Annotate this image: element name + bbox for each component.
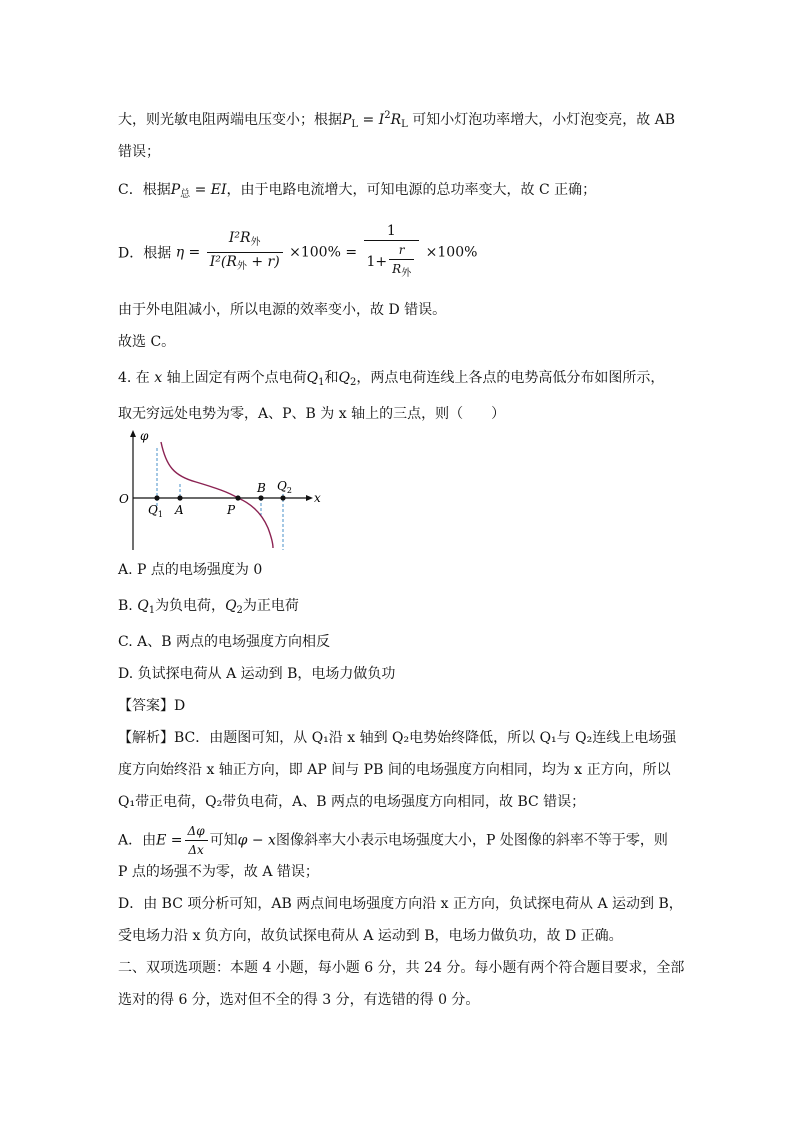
q2-label: $Q_2$ (277, 479, 292, 495)
b-point (258, 495, 263, 500)
x-label: x (314, 491, 321, 505)
fraction-2: 1 1+ $\frac{r}{R_外}$ (364, 222, 420, 283)
potential-graph (116, 428, 326, 554)
explanation-line-4: A．由E = $\frac{\Delta\varphi}{\Delta x}$ 可知φ − x图像斜率大小表示电场强度大小，P 处图像的斜率不等于零，则 (118, 824, 668, 857)
explanation-line-5: P 点的场强不为零，故 A 错误； (118, 864, 319, 880)
b-label: B (257, 481, 266, 495)
phi-axis-arrow (130, 430, 136, 437)
origin-label: O (119, 492, 129, 506)
q1-point (154, 495, 159, 500)
section-2-line-2: 选对的得 6 分，选对但不全的得 3 分，有选错的得 0 分。 (118, 992, 480, 1008)
section-2-line-1: 二、双项选项题：本题 4 小题，每小题 6 分，共 24 分。每小题有两个符合题目要求，全部 (118, 960, 685, 976)
text-line-5: 由于外电阻减小，所以电源的效率变小，故 D 错误。 (118, 302, 447, 318)
potential-curve (161, 442, 273, 548)
text-line-2: 错误； (118, 144, 160, 160)
question-4-line-2: 取无穷远处电势为零，A、P、B 为 x 轴上的三点，则（ ） (118, 406, 506, 422)
fraction-1: $\frac{I^2R_外}{I^2(R_外 + r)}$ (207, 229, 283, 276)
math-p: P (342, 112, 352, 128)
option-c: C. A、B 两点的电场强度方向相反 (118, 634, 330, 650)
q1-label: $Q_1$ (148, 503, 163, 519)
option-a: A. P 点的电场强度为 0 (118, 562, 263, 578)
explanation-line-6: D．由 BC 项分析可知，AB 两点间电场强度方向沿 x 正方向，负试探电荷从 A 运动到 B， (118, 896, 683, 912)
option-d: D. 负试探电荷从 A 运动到 B，电场力做负功 (118, 666, 396, 682)
explanation-line-7: 受电场力沿 x 负方向，故负试探电荷从 A 运动到 B，电场力做负功，故 D 正确。 (118, 928, 623, 944)
question-4-line-1: 4. 在 x 轴上固定有两个点电荷$Q_1$和$Q_2$，两点电荷连线上各点的电势高低分布如图所示， (118, 370, 665, 388)
answer-line: 【答案】D (118, 698, 186, 714)
text-line-6: 故选 C。 (118, 334, 176, 350)
p-label: P (227, 503, 236, 517)
a-point (177, 495, 182, 500)
explanation-line-1: 【解析】BC．由题图可知，从 Q₁沿 x 轴到 Q₂电势始终降低，所以 Q₁与 Q₂连线上电场强 (118, 730, 677, 746)
explanation-line-3: Q₁带正电荷，Q₂带负电荷，A、B 两点的电场强度方向相同，故 BC 错误； (118, 794, 586, 810)
efficiency-equation: D．根据 η = $\frac{I^2R_外}{I^2(R_外 + r)}$ ×100% = 1 1+ $\frac{r}{R_外}$ ×100% (118, 222, 477, 284)
phi-label: φ (140, 429, 149, 443)
p-point (235, 495, 240, 500)
explanation-line-2: 度方向始终沿 x 轴正方向，即 AP 间与 PB 间的电场强度方向相同，均为 x 正方向，所以 (118, 762, 671, 778)
x-axis-arrow (306, 495, 313, 501)
option-b: B. $Q_1$为负电荷，$Q_2$为正电荷 (118, 598, 299, 616)
text-line-3: C．根据$P_总$ = EI，由于电路电流增大，可知电源的总功率变大，故 C 正确； (118, 182, 597, 200)
q2-point (280, 495, 285, 500)
field-fraction: $\frac{\Delta\varphi}{\Delta x}$ (185, 822, 208, 859)
text-line-1: 大，则光敏电阻两端电压变小；根据$P_L = I^2R_L$ 可知小灯泡功率增大，小灯泡变亮，故 AB (118, 110, 676, 130)
a-label: A (175, 503, 184, 517)
